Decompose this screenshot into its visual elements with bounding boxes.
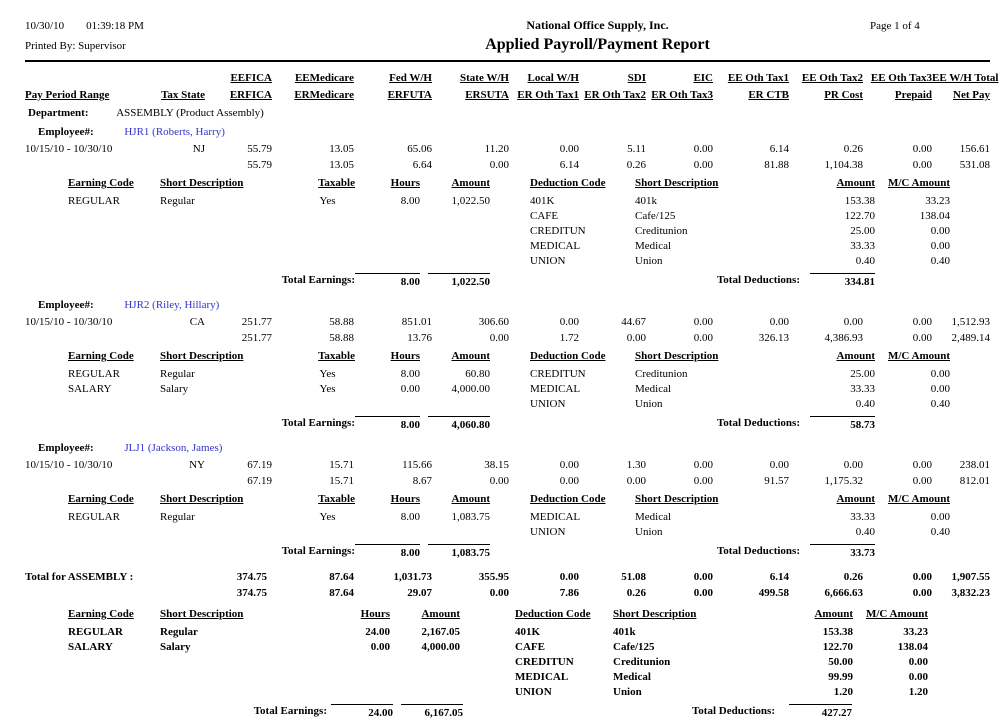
ee-cell: 1.30 xyxy=(626,459,646,471)
er-cell: 8.67 xyxy=(412,475,432,487)
deduction-row: CAFE Cafe/125 122.70 138.04 xyxy=(530,210,950,222)
employee-header xyxy=(25,440,990,457)
total-deductions-label: Total Deductions: xyxy=(716,545,800,557)
hours-header: Hours xyxy=(390,350,420,362)
er-cell: 6.64 xyxy=(412,159,432,171)
er-cell: 91.57 xyxy=(764,475,789,487)
ee-cell: 0.00 xyxy=(912,459,932,471)
employee-section xyxy=(25,297,990,433)
employee-subtables xyxy=(25,349,990,412)
deductions-header xyxy=(530,176,950,191)
employee-id-link[interactable]: JLJ1 (Jackson, James) xyxy=(124,442,223,454)
ee-cell: 58.88 xyxy=(329,316,354,328)
tax-state: CA xyxy=(189,316,205,328)
ee-cell: 5.11 xyxy=(627,143,646,155)
employee-ee-row xyxy=(25,457,990,473)
total-earnings-hours: 8.00 xyxy=(355,544,420,561)
deductions-header xyxy=(530,349,950,364)
col-erothtax3: ER Oth Tax3 xyxy=(651,89,713,101)
amount-header: Amount xyxy=(814,608,853,620)
deduction-code-header: Deduction Code xyxy=(515,608,591,620)
deduction-row: 401K 401k 153.38 33.23 xyxy=(530,195,950,207)
total-earnings-label: Total Earnings: xyxy=(281,274,355,286)
col-eeothtax1: EE Oth Tax1 xyxy=(727,72,789,84)
totals-line xyxy=(25,544,990,561)
mc-amount-header: M/C Amount xyxy=(887,493,950,505)
er-cell: 0.00 xyxy=(912,475,932,487)
ee-cell: 13.05 xyxy=(329,143,354,155)
earnings-header xyxy=(68,492,495,507)
col-netpay: Net Pay xyxy=(953,89,990,101)
er-cell: 6.14 xyxy=(559,159,579,171)
mc-amount-header: M/C Amount xyxy=(865,608,928,620)
col-eemedicare: EEMedicare xyxy=(294,72,354,84)
ee-cell: 6.14 xyxy=(769,143,789,155)
total-earnings-label: Total Earnings: xyxy=(253,705,327,717)
ee-cell: 0.26 xyxy=(843,143,863,155)
hours-header: Hours xyxy=(390,493,420,505)
ee-cell: 0.00 xyxy=(769,459,789,471)
col-ersuta: ERSUTA xyxy=(465,89,509,101)
er-cell: 531.08 xyxy=(959,159,990,171)
col-erothtax1: ER Oth Tax1 xyxy=(517,89,579,101)
printed-by: Printed By: Supervisor xyxy=(25,40,126,52)
department-total-section xyxy=(25,569,990,721)
report-time: 01:39:18 PM xyxy=(86,20,144,32)
er-cell: 0.00 xyxy=(912,159,932,171)
er-cell: 13.76 xyxy=(407,332,432,344)
col-pay-period-range: Pay Period Range xyxy=(25,89,110,101)
total-deductions-amount: 427.27 xyxy=(789,704,852,721)
short-description-header: Short Description xyxy=(160,608,244,620)
ee-cell: 851.01 xyxy=(401,316,432,328)
er-cell: 0.00 xyxy=(693,475,713,487)
employee-subtables xyxy=(25,176,990,269)
ee-cell: 0.00 xyxy=(559,459,579,471)
deduction-row: UNION Union 0.40 0.40 xyxy=(530,526,950,538)
total-deductions-amount: 334.81 xyxy=(810,273,875,290)
earning-code-header: Earning Code xyxy=(68,350,134,362)
dept-total-label: Total for ASSEMBLY : xyxy=(25,571,134,583)
summary-totals-line xyxy=(25,704,990,721)
total-earnings-amount: 6,167.05 xyxy=(401,704,463,721)
ee-cell: 55.79 xyxy=(247,143,272,155)
ee-cell: 15.71 xyxy=(329,459,354,471)
employee-ee-row xyxy=(25,141,990,157)
amount-header: Amount xyxy=(451,350,490,362)
total-earnings-label: Total Earnings: xyxy=(281,545,355,557)
total-earnings-amount: 1,022.50 xyxy=(428,273,490,290)
er-cell: 0.26 xyxy=(626,159,646,171)
summary-deduction-row: UNION Union 1.20 1.20 xyxy=(515,686,928,698)
deduction-row: MEDICAL Medical 33.33 0.00 xyxy=(530,240,950,252)
employee-subtables xyxy=(25,492,990,540)
earnings-header xyxy=(68,349,495,364)
deduction-code-header: Deduction Code xyxy=(530,177,606,189)
total-earnings-hours: 24.00 xyxy=(331,704,393,721)
employee-section xyxy=(25,124,990,290)
earning-row: REGULAR Regular Yes 8.00 60.80 xyxy=(68,368,490,380)
ee-cell: 65.06 xyxy=(407,143,432,155)
deductions-table xyxy=(530,492,950,540)
employee-header xyxy=(25,297,990,314)
summary-deduction-row: CAFE Cafe/125 122.70 138.04 xyxy=(515,641,928,653)
col-eeothtax2: EE Oth Tax2 xyxy=(801,72,863,84)
hours-header: Hours xyxy=(360,608,390,620)
summary-earnings-header xyxy=(68,607,460,622)
er-cell: 4,386.93 xyxy=(824,332,863,344)
er-cell: 0.00 xyxy=(626,475,646,487)
er-cell: 0.00 xyxy=(693,332,713,344)
deductions-table xyxy=(530,349,950,412)
employee-section xyxy=(25,440,990,561)
employee-er-row xyxy=(25,473,990,489)
er-cell: 0.00 xyxy=(489,475,509,487)
ee-cell: 0.00 xyxy=(559,316,579,328)
col-eic: EIC xyxy=(693,72,713,84)
summary-earning-row: REGULAR Regular 24.00 2,167.05 xyxy=(68,626,460,638)
amount-header: Amount xyxy=(451,493,490,505)
pay-period: 10/15/10 - 10/30/10 xyxy=(25,143,113,155)
department-label: Department: xyxy=(28,107,89,119)
deduction-row: CREDITUN Creditunion 25.00 0.00 xyxy=(530,225,950,237)
ee-cell: 0.00 xyxy=(559,143,579,155)
col-erctb: ER CTB xyxy=(748,89,789,101)
summary-deduction-row: CREDITUN Creditunion 50.00 0.00 xyxy=(515,656,928,668)
amount-header: Amount xyxy=(836,350,875,362)
header-center xyxy=(325,16,870,56)
employee-er-row xyxy=(25,157,990,173)
col-erfuta: ERFUTA xyxy=(387,89,432,101)
er-cell: 2,489.14 xyxy=(951,332,990,344)
ee-cell: 0.00 xyxy=(769,316,789,328)
header-divider xyxy=(25,60,990,62)
ee-cell: 38.15 xyxy=(484,459,509,471)
summary-deduction-row: 401K 401k 153.38 33.23 xyxy=(515,626,928,638)
ee-cell: 306.60 xyxy=(478,316,509,328)
dept-total-er-row: 374.75 87.64 29.07 0.00 7.86 0.26 0.00 499.58 6,666.63 0.00 3,832.23 xyxy=(236,587,990,599)
summary-earning-row: SALARY Salary 0.00 4,000.00 xyxy=(68,641,460,653)
ee-cell: 0.00 xyxy=(693,459,713,471)
column-header-row-1 xyxy=(25,70,999,87)
er-cell: 67.19 xyxy=(247,475,272,487)
taxable-header: Taxable xyxy=(318,350,355,362)
er-cell: 0.00 xyxy=(489,332,509,344)
page-header xyxy=(25,16,990,56)
deductions-header xyxy=(530,492,950,507)
earning-row: SALARY Salary Yes 0.00 4,000.00 xyxy=(68,383,490,395)
totals-line xyxy=(25,416,990,433)
col-eewhtotal: EE W/H Total xyxy=(932,72,999,84)
mc-amount-header: M/C Amount xyxy=(887,177,950,189)
er-cell: 251.77 xyxy=(241,332,272,344)
ee-cell: 0.00 xyxy=(693,143,713,155)
total-earnings-hours: 8.00 xyxy=(355,273,420,290)
header-left xyxy=(25,16,325,56)
col-prcost: PR Cost xyxy=(824,89,863,101)
totals-line xyxy=(25,273,990,290)
col-localwh: Local W/H xyxy=(527,72,579,84)
short-description-header: Short Description xyxy=(160,177,244,189)
ee-cell: 0.00 xyxy=(843,316,863,328)
ee-cell: 115.66 xyxy=(402,459,432,471)
summary-deductions-table xyxy=(515,607,928,700)
earnings-table xyxy=(68,492,495,540)
ee-cell: 0.00 xyxy=(693,316,713,328)
col-fedwh: Fed W/H xyxy=(389,72,432,84)
er-cell: 15.71 xyxy=(329,475,354,487)
column-header-row-2 xyxy=(25,87,990,104)
er-cell: 0.00 xyxy=(489,159,509,171)
earning-code-header: Earning Code xyxy=(68,608,134,620)
ee-cell: 0.00 xyxy=(912,143,932,155)
col-statewh: State W/H xyxy=(460,72,509,84)
deduction-row: UNION Union 0.40 0.40 xyxy=(530,255,950,267)
taxable-header: Taxable xyxy=(318,177,355,189)
tax-state: NJ xyxy=(192,143,205,155)
short-description-header: Short Description xyxy=(160,350,244,362)
company-name: National Office Supply, Inc. xyxy=(526,18,669,32)
earning-row: REGULAR Regular Yes 8.00 1,022.50 xyxy=(68,195,490,207)
pay-period: 10/15/10 - 10/30/10 xyxy=(25,459,113,471)
employee-number-label: Employee#: xyxy=(38,442,94,454)
deduction-code-header: Deduction Code xyxy=(530,350,606,362)
employee-number-label: Employee#: xyxy=(38,126,94,138)
ee-cell: 251.77 xyxy=(241,316,272,328)
ee-cell: 0.00 xyxy=(912,316,932,328)
col-erfica: ERFICA xyxy=(229,89,272,101)
col-eeothtax3: EE Oth Tax3 xyxy=(870,72,932,84)
total-deductions-amount: 58.73 xyxy=(810,416,875,433)
mc-amount-header: M/C Amount xyxy=(887,350,950,362)
total-deductions-label: Total Deductions: xyxy=(691,705,775,717)
deduction-row: UNION Union 0.40 0.40 xyxy=(530,398,950,410)
dept-total-ee-row: Total for ASSEMBLY : 374.75 87.64 1,031.73 355.95 0.00 51.08 0.00 6.14 0.26 0.00 1,907.55 xyxy=(25,571,990,583)
deduction-row: MEDICAL Medical 33.33 0.00 xyxy=(530,383,950,395)
amount-header: Amount xyxy=(421,608,460,620)
ee-cell: 238.01 xyxy=(959,459,990,471)
er-cell: 58.88 xyxy=(329,332,354,344)
short-description-header: Short Description xyxy=(635,493,719,505)
short-description-header: Short Description xyxy=(160,493,244,505)
department-summary-subtables xyxy=(25,607,990,700)
hours-header: Hours xyxy=(390,177,420,189)
report-title: Applied Payroll/Payment Report xyxy=(485,36,710,53)
employee-number-label: Employee#: xyxy=(38,299,94,311)
er-cell: 13.05 xyxy=(329,159,354,171)
ee-cell: 44.67 xyxy=(621,316,646,328)
er-cell: 1.72 xyxy=(559,332,579,344)
ee-cell: 11.20 xyxy=(484,143,509,155)
er-cell: 0.00 xyxy=(912,332,932,344)
summary-earnings-table xyxy=(68,607,460,700)
col-tax-state: Tax State xyxy=(161,89,205,101)
total-earnings-amount: 4,060.80 xyxy=(428,416,490,433)
pay-period: 10/15/10 - 10/30/10 xyxy=(25,316,113,328)
total-deductions-label: Total Deductions: xyxy=(716,274,800,286)
earning-code-header: Earning Code xyxy=(68,493,134,505)
employee-id-link[interactable]: HJR2 (Riley, Hillary) xyxy=(124,299,220,311)
short-description-header: Short Description xyxy=(635,350,719,362)
earning-row: REGULAR Regular Yes 8.00 1,083.75 xyxy=(68,511,490,523)
er-cell: 0.00 xyxy=(693,159,713,171)
earnings-header xyxy=(68,176,495,191)
er-cell: 0.00 xyxy=(626,332,646,344)
ee-cell: 67.19 xyxy=(247,459,272,471)
er-cell: 0.00 xyxy=(559,475,579,487)
amount-header: Amount xyxy=(836,177,875,189)
ee-cell: 1,512.93 xyxy=(951,316,990,328)
er-cell: 1,104.38 xyxy=(824,159,863,171)
employee-er-row xyxy=(25,330,990,346)
col-prepaid: Prepaid xyxy=(894,89,932,101)
amount-header: Amount xyxy=(451,177,490,189)
ee-cell: 0.00 xyxy=(843,459,863,471)
col-erothtax2: ER Oth Tax2 xyxy=(584,89,646,101)
total-earnings-label: Total Earnings: xyxy=(281,417,355,429)
deduction-code-header: Deduction Code xyxy=(530,493,606,505)
short-description-header: Short Description xyxy=(613,608,697,620)
deduction-row: CREDITUN Creditunion 25.00 0.00 xyxy=(530,368,950,380)
total-earnings-amount: 1,083.75 xyxy=(428,544,490,561)
taxable-header: Taxable xyxy=(318,493,355,505)
ee-cell: 156.61 xyxy=(959,143,990,155)
col-ermedicare: ERMedicare xyxy=(294,89,354,101)
department-value: ASSEMBLY (Product Assembly) xyxy=(116,107,264,119)
tax-state: NY xyxy=(189,459,205,471)
employee-ee-row xyxy=(25,314,990,330)
er-cell: 1,175.32 xyxy=(824,475,863,487)
earnings-table xyxy=(68,349,495,412)
er-cell: 812.01 xyxy=(959,475,990,487)
deductions-table xyxy=(530,176,950,269)
deduction-row: MEDICAL Medical 33.33 0.00 xyxy=(530,511,950,523)
col-sdi: SDI xyxy=(627,72,646,84)
summary-deductions-header xyxy=(515,607,928,622)
er-cell: 81.88 xyxy=(764,159,789,171)
total-deductions-label: Total Deductions: xyxy=(716,417,800,429)
total-deductions-amount: 33.73 xyxy=(810,544,875,561)
col-eefica: EEFICA xyxy=(230,72,272,84)
report-date: 10/30/10 xyxy=(25,20,65,32)
page-indicator: Page 1 of 4 xyxy=(870,20,920,32)
summary-deduction-row: MEDICAL Medical 99.99 0.00 xyxy=(515,671,928,683)
department-row xyxy=(25,105,990,121)
total-earnings-hours: 8.00 xyxy=(355,416,420,433)
employee-id-link[interactable]: HJR1 (Roberts, Harry) xyxy=(124,126,225,138)
er-cell: 55.79 xyxy=(247,159,272,171)
er-cell: 326.13 xyxy=(758,332,789,344)
amount-header: Amount xyxy=(836,493,875,505)
employee-header xyxy=(25,124,990,141)
earnings-table xyxy=(68,176,495,269)
earning-code-header: Earning Code xyxy=(68,177,134,189)
short-description-header: Short Description xyxy=(635,177,719,189)
